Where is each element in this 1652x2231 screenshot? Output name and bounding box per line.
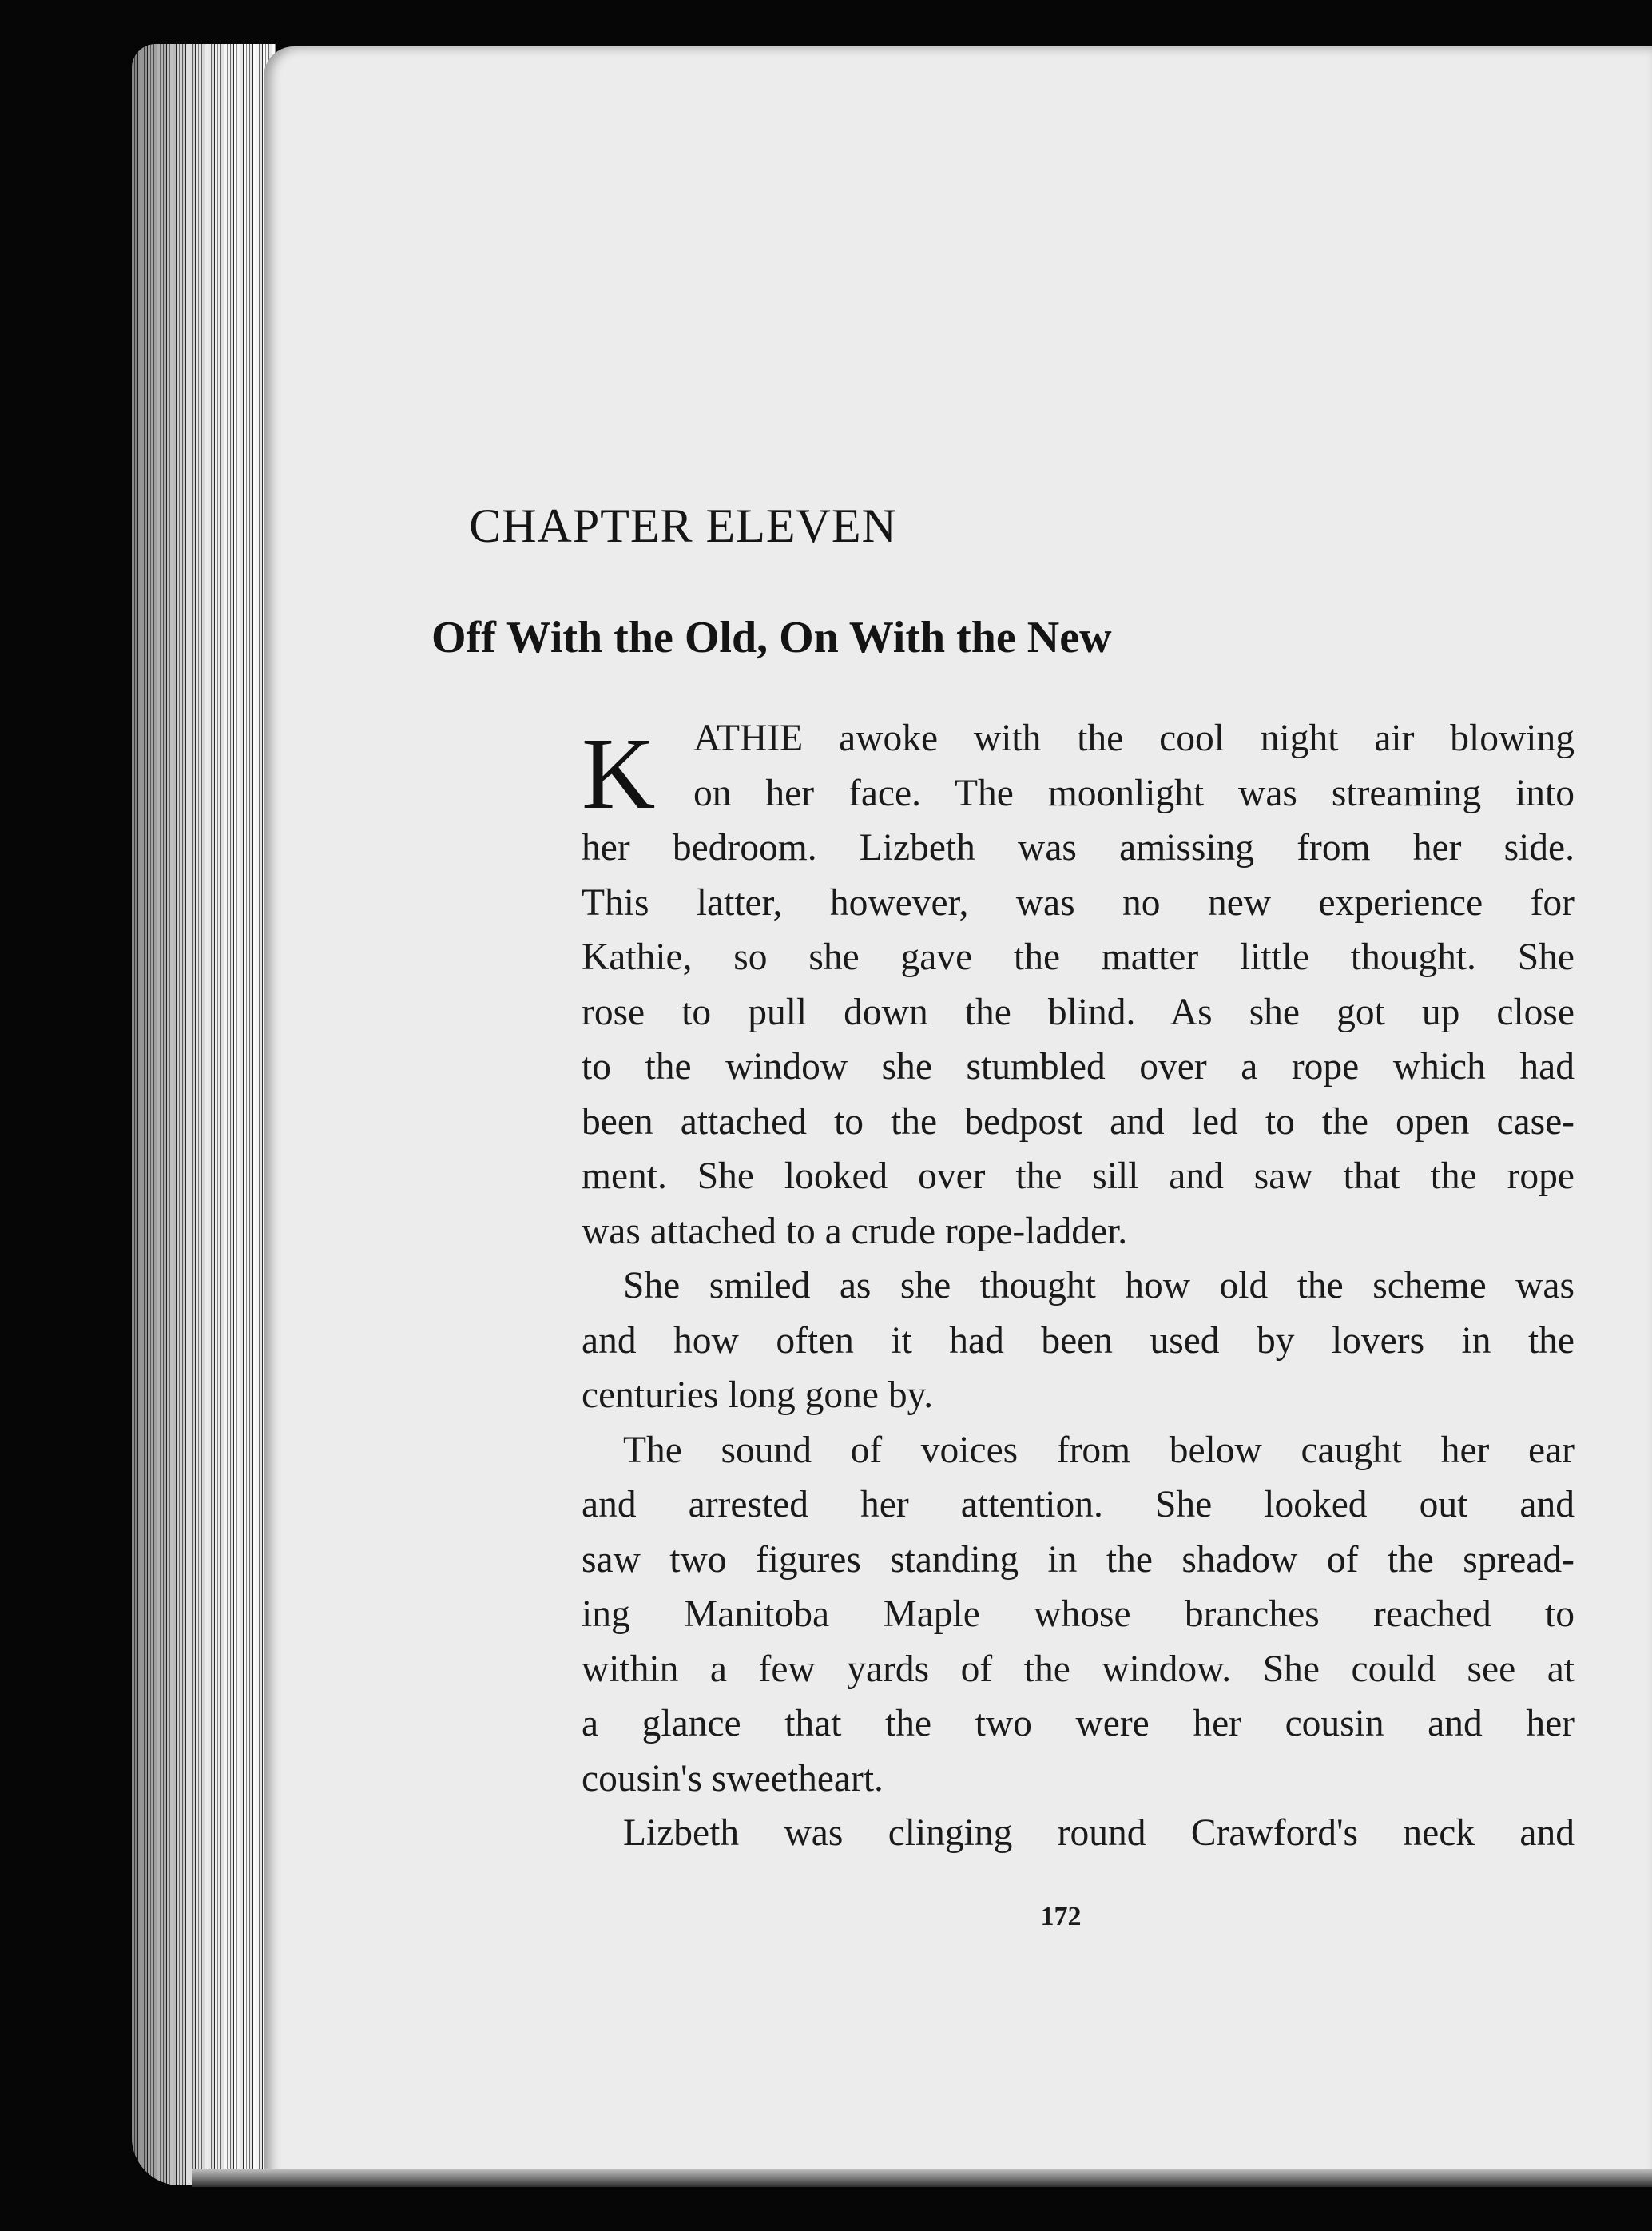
drop-cap: K [582,717,656,830]
text-line: and how often it had been used by lovers in the [582,1319,1575,1362]
text-line: been attached to the bedpost and led to the open case- [582,1100,1575,1143]
text-line: ing Manitoba Maple whose branches reached to [582,1593,1575,1635]
text-line: This latter, however, was no new experience for [582,881,1575,924]
page-number: 172 [1040,1902,1082,1931]
text-line: rose to pull down the blind. As she got up close [582,991,1575,1033]
text-line: Kathie, so she gave the matter little thought. She [582,937,1575,978]
text-line: within a few yards of the window. She could see at [582,1648,1575,1690]
text-line: Lizbeth was clinging round Crawford's neck and [623,1812,1575,1854]
page-edges-shadow [132,44,276,2185]
chapter-title: Off With the Old, On With the New [431,613,1112,662]
text-line: saw two figures standing in the shadow of the spread- [582,1538,1575,1581]
book-bottom-edge [192,2169,1652,2187]
text-line: centuries long gone by. [582,1374,934,1416]
text-line: was attached to a crude rope-ladder. [582,1210,1128,1252]
text-line: a glance that the two were her cousin and her [582,1703,1575,1744]
chapter-heading: CHAPTER ELEVEN [469,499,897,552]
text-line: ment. She looked over the sill and saw that the rope [582,1155,1575,1197]
text-line: She smiled as she thought how old the scheme was [623,1265,1575,1306]
text-line: to the window she stumbled over a rope which had [582,1046,1575,1088]
text-line: and arrested her attention. She looked out and [582,1484,1575,1525]
text-line: on her face. The moonlight was streaming into [693,772,1575,814]
text-line: her bedroom. Lizbeth was amissing from her side. [582,827,1575,869]
text-line: ATHIE awoke with the cool night air blowing [693,718,1575,759]
text-line: cousin's sweetheart. [582,1757,884,1800]
body-text [582,711,1575,1861]
text-line: The sound of voices from below caught her ear [623,1429,1575,1471]
